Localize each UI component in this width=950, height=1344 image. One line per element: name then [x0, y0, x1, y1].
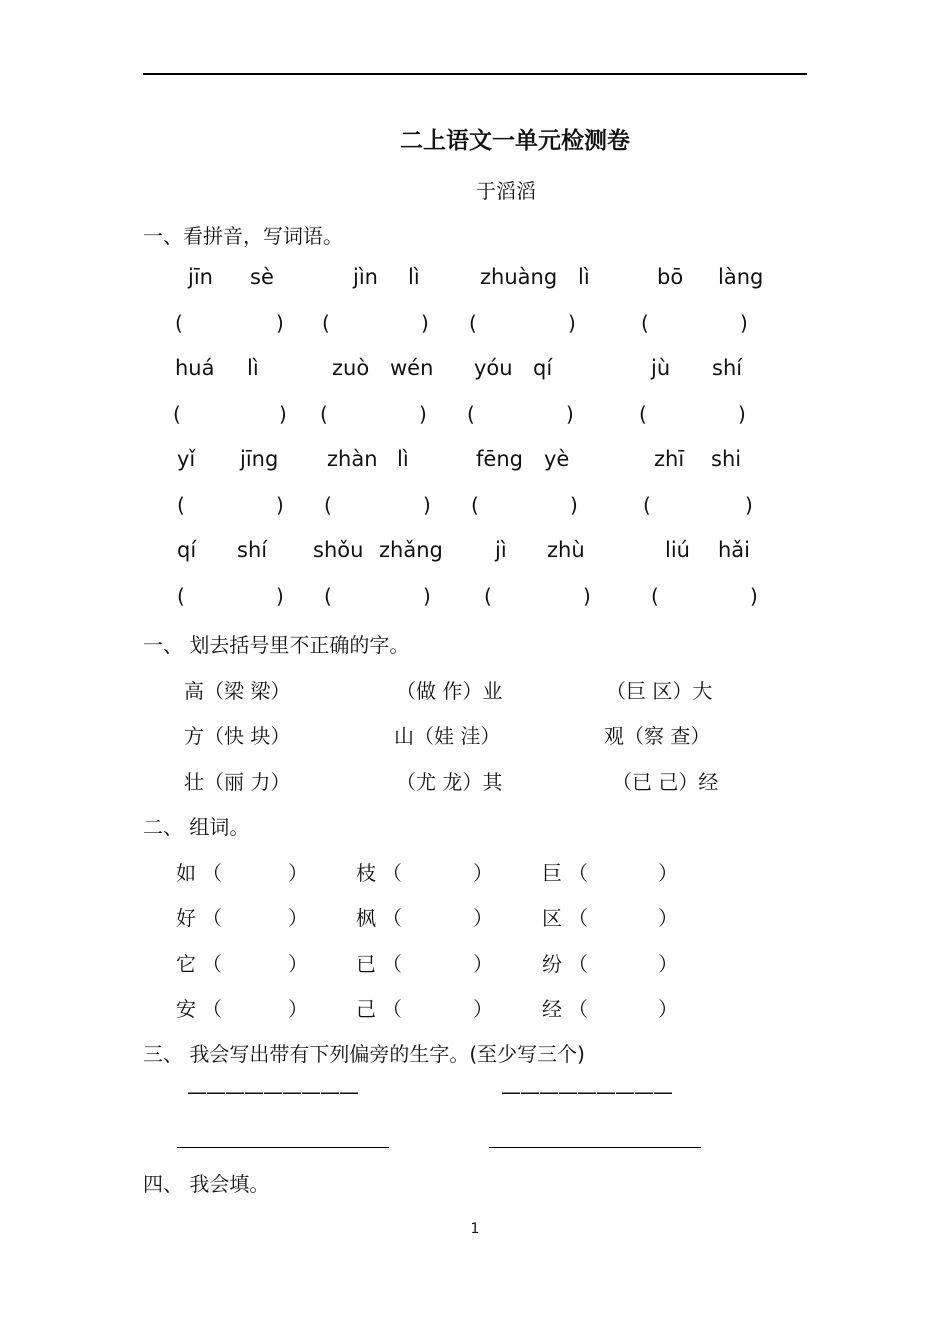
word-char: 己	[356, 997, 376, 1021]
pinyin: shí	[712, 356, 743, 380]
answer-paren-close: )	[276, 311, 284, 335]
pinyin: shí	[237, 538, 268, 562]
answer-paren-close: )	[421, 311, 429, 335]
answer-line	[177, 1147, 389, 1148]
word-char: 它	[176, 952, 196, 976]
section-1-heading: 一、看拼音，写词语。	[143, 224, 343, 248]
choice-item: （尤 龙）其	[396, 770, 503, 794]
answer-paren-close: )	[568, 311, 576, 335]
answer-paren-close: )	[276, 584, 284, 608]
answer-paren-open: (	[175, 311, 183, 335]
answer-paren-open: （	[202, 861, 222, 885]
answer-paren-close: )	[279, 402, 287, 426]
word-char: 巨	[542, 861, 562, 885]
answer-paren-close: ）	[658, 906, 678, 930]
pinyin: zuò	[332, 356, 370, 380]
header-rule	[143, 73, 807, 75]
pinyin: jīn	[188, 265, 213, 289]
answer-paren-open: (	[177, 584, 185, 608]
pinyin: liú	[665, 538, 690, 562]
answer-paren-close: ）	[658, 997, 678, 1021]
answer-paren-close: )	[423, 584, 431, 608]
choice-item: （做 作）业	[396, 679, 503, 703]
answer-paren-open: （	[382, 861, 402, 885]
choice-item: 高（梁 梁）	[184, 679, 291, 703]
choice-item: 方（快 块）	[184, 724, 291, 748]
answer-paren-open: （	[382, 997, 402, 1021]
pinyin: jì	[495, 538, 507, 562]
pinyin: zhī	[654, 447, 685, 471]
pinyin: jìn	[353, 265, 378, 289]
answer-paren-open: (	[651, 584, 659, 608]
answer-paren-open: (	[643, 493, 651, 517]
pinyin: shi	[711, 447, 742, 471]
pinyin: zhàn	[327, 447, 378, 471]
answer-paren-open: （	[568, 861, 588, 885]
pinyin: qí	[533, 356, 553, 380]
answer-paren-close: )	[745, 493, 753, 517]
section-5-heading: 四、 我会填。	[143, 1172, 270, 1196]
answer-paren-close: )	[566, 402, 574, 426]
pinyin: zhuàng	[480, 265, 558, 289]
answer-paren-open: (	[324, 493, 332, 517]
answer-paren-close: )	[423, 493, 431, 517]
pinyin: qí	[177, 538, 197, 562]
answer-dash-line: —————————	[187, 1080, 358, 1104]
answer-paren-open: (	[639, 402, 647, 426]
answer-paren-open: (	[322, 311, 330, 335]
answer-paren-close: )	[583, 584, 591, 608]
answer-paren-open: (	[467, 402, 475, 426]
word-char: 纷	[542, 952, 562, 976]
section-3-heading: 二、 组词。	[143, 815, 250, 839]
answer-paren-close: ）	[473, 952, 493, 976]
answer-paren-open: (	[173, 402, 181, 426]
answer-paren-close: ）	[473, 861, 493, 885]
word-char: 枝	[356, 861, 376, 885]
answer-paren-close: ）	[288, 861, 308, 885]
answer-paren-close: ）	[658, 952, 678, 976]
pinyin: lì	[247, 356, 259, 380]
answer-paren-close: ）	[288, 952, 308, 976]
answer-paren-close: ）	[288, 906, 308, 930]
pinyin: zhù	[547, 538, 585, 562]
pinyin: lì	[408, 265, 420, 289]
answer-paren-open: (	[324, 584, 332, 608]
answer-paren-close: )	[740, 311, 748, 335]
pinyin: yóu	[474, 356, 513, 380]
pinyin: yè	[544, 447, 570, 471]
pinyin: fēng	[476, 447, 523, 471]
choice-item: 观（察 查）	[604, 724, 711, 748]
answer-paren-open: （	[202, 952, 222, 976]
choice-item: 壮（丽 力）	[184, 770, 291, 794]
pinyin: zhǎng	[379, 538, 443, 562]
answer-paren-open: （	[382, 952, 402, 976]
pinyin: sè	[250, 265, 274, 289]
answer-paren-open: （	[568, 906, 588, 930]
word-char: 枫	[356, 906, 376, 930]
answer-paren-open: （	[202, 997, 222, 1021]
section-4-heading: 三、 我会写出带有下列偏旁的生字。(至少写三个)	[143, 1042, 585, 1066]
answer-paren-close: )	[419, 402, 427, 426]
answer-paren-open: (	[641, 311, 649, 335]
answer-paren-open: (	[484, 584, 492, 608]
word-char: 经	[542, 997, 562, 1021]
answer-paren-open: （	[382, 906, 402, 930]
word-char: 如	[176, 861, 196, 885]
answer-paren-close: ）	[658, 861, 678, 885]
answer-paren-open: （	[568, 952, 588, 976]
pinyin: hǎi	[718, 538, 751, 562]
page-number: 1	[470, 1221, 480, 1237]
choice-item: （已 己）经	[612, 770, 719, 794]
answer-paren-close: )	[276, 493, 284, 517]
answer-paren-close: )	[570, 493, 578, 517]
word-char: 安	[176, 997, 196, 1021]
answer-paren-open: (	[471, 493, 479, 517]
answer-line	[489, 1147, 701, 1148]
choice-item: 山（娃 洼）	[394, 724, 501, 748]
pinyin: huá	[175, 356, 215, 380]
pinyin: lì	[397, 447, 409, 471]
answer-paren-open: （	[568, 997, 588, 1021]
pinyin: yǐ	[177, 447, 196, 471]
author-name: 于滔滔	[476, 179, 536, 203]
pinyin: shǒu	[313, 538, 364, 562]
pinyin: lì	[578, 265, 590, 289]
word-char: 已	[356, 952, 376, 976]
pinyin: bō	[657, 265, 684, 289]
answer-paren-close: ）	[288, 997, 308, 1021]
page-title: 二上语文一单元检测卷	[400, 128, 630, 154]
answer-paren-close: ）	[473, 906, 493, 930]
answer-paren-close: )	[738, 402, 746, 426]
pinyin: jù	[651, 356, 671, 380]
word-char: 好	[176, 906, 196, 930]
word-char: 区	[542, 906, 562, 930]
answer-paren-open: (	[177, 493, 185, 517]
pinyin: jīng	[240, 447, 279, 471]
answer-paren-close: )	[750, 584, 758, 608]
choice-item: （巨 区）大	[606, 679, 713, 703]
answer-paren-open: (	[469, 311, 477, 335]
pinyin: wén	[390, 356, 434, 380]
answer-paren-close: ）	[473, 997, 493, 1021]
answer-dash-line: —————————	[501, 1080, 672, 1104]
answer-paren-open: （	[202, 906, 222, 930]
section-2-heading: 一、 划去括号里不正确的字。	[143, 633, 410, 657]
pinyin: làng	[718, 265, 764, 289]
answer-paren-open: (	[320, 402, 328, 426]
